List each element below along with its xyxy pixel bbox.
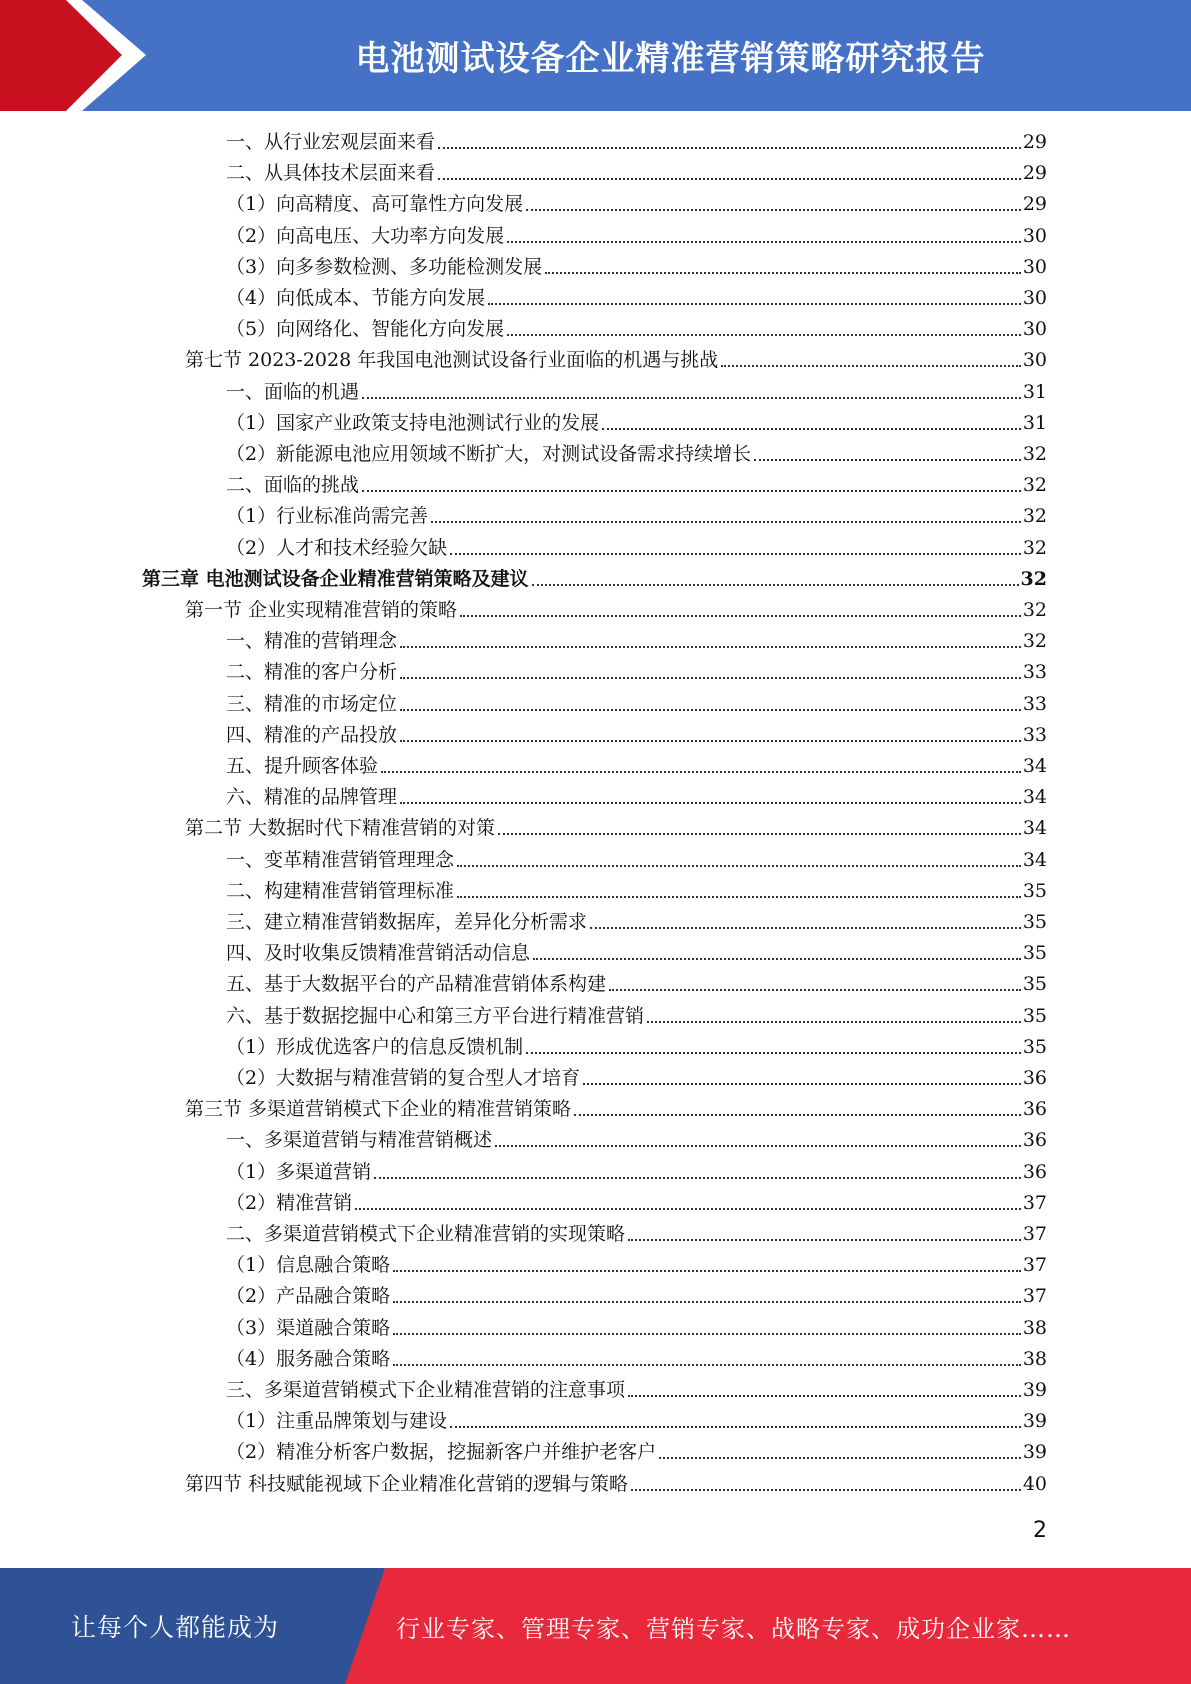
toc-entry-page: 39 <box>1022 1410 1047 1433</box>
toc-dot-leader <box>574 1114 1021 1116</box>
toc-dot-leader <box>488 303 1021 305</box>
toc-entry[interactable] <box>185 1094 1047 1125</box>
toc-entry-page: 29 <box>1022 162 1047 185</box>
toc-dot-leader <box>438 147 1021 149</box>
toc-entry-page: 32 <box>1022 630 1047 653</box>
toc-entry-page: 37 <box>1022 1191 1047 1214</box>
toc-entry-title: （4）向低成本、节能方向发展 <box>226 287 486 309</box>
toc-entry-title: 第一节 企业实现精准营销的策略 <box>185 599 458 621</box>
toc-dot-leader <box>393 1364 1021 1366</box>
toc-dot-leader <box>533 958 1021 960</box>
toc-entry-page: 32 <box>1022 505 1047 528</box>
toc-entry[interactable] <box>226 938 1047 969</box>
toc-entry[interactable] <box>226 689 1047 720</box>
toc-entry[interactable] <box>226 1125 1047 1156</box>
toc-entry-title: （1）向高精度、高可靠性方向发展 <box>226 193 524 216</box>
toc-entry-title: 一、面临的机遇 <box>226 380 360 403</box>
toc-dot-leader <box>362 490 1021 492</box>
toc-entry[interactable] <box>226 1001 1047 1032</box>
toc-entry[interactable] <box>226 158 1047 189</box>
toc-dot-leader <box>498 833 1021 835</box>
toc-entry[interactable] <box>226 1157 1047 1188</box>
toc-entry-title: 二、精准的客户分析 <box>226 661 398 684</box>
toc-entry-title: 第二节 大数据时代下精准营销的对策 <box>185 817 496 840</box>
toc-entry-page: 32 <box>1022 474 1047 497</box>
toc-dot-leader <box>754 459 1021 461</box>
toc-entry-page: 31 <box>1022 380 1047 403</box>
toc-dot-leader <box>438 178 1021 180</box>
toc-entry-page: 31 <box>1022 411 1047 434</box>
toc-entry-page: 38 <box>1022 1347 1047 1370</box>
toc-entry-page: 40 <box>1022 1472 1047 1495</box>
toc-entry-title: 三、建立精准营销数据库，差异化分析需求 <box>226 911 588 933</box>
toc-entry-page: 33 <box>1022 723 1047 746</box>
toc-dot-leader <box>400 740 1021 742</box>
toc-entry-title: （1）形成优选客户的信息反馈机制 <box>226 1035 524 1058</box>
toc-entry[interactable] <box>226 1281 1047 1312</box>
toc-entry[interactable] <box>185 1469 1047 1500</box>
toc-dot-leader <box>721 365 1021 367</box>
footer-slogan-left: 让每个人都能成为 <box>70 1613 279 1642</box>
toc-dot-leader <box>362 397 1021 399</box>
toc-dot-leader <box>393 1270 1021 1272</box>
footer-slogan-right: 行业专家、管理专家、营销专家、战略专家、成功企业家…… <box>396 1614 1071 1643</box>
toc-entry[interactable] <box>185 345 1047 376</box>
toc-entry-page: 30 <box>1022 349 1047 372</box>
toc-entry-page: 29 <box>1022 193 1047 216</box>
toc-entry[interactable] <box>226 377 1047 408</box>
toc-entry-title: 二、构建精准营销管理标准 <box>226 879 455 902</box>
toc-entry[interactable] <box>226 1188 1047 1219</box>
toc-entry-page: 35 <box>1022 879 1047 902</box>
toc-entry-page: 34 <box>1022 817 1047 840</box>
toc-entry-page: 35 <box>1022 1004 1047 1027</box>
toc-entry-page: 35 <box>1022 942 1047 965</box>
toc-dot-leader <box>526 1052 1021 1054</box>
toc-entry-page: 37 <box>1022 1254 1047 1277</box>
toc-dot-leader <box>647 1021 1021 1023</box>
toc-entry-title: 第四节 科技赋能视域下企业精准化营销的逻辑与策略 <box>185 1472 629 1495</box>
toc-entry[interactable] <box>226 907 1047 938</box>
toc-entry[interactable] <box>185 595 1047 626</box>
toc-entry-page: 32 <box>1022 536 1047 559</box>
toc-entry[interactable] <box>226 1437 1047 1468</box>
toc-entry-title: （4）服务融合策略 <box>226 1347 391 1370</box>
toc-dot-leader <box>393 1333 1021 1335</box>
toc-dot-leader <box>659 1457 1021 1459</box>
toc-entry-page: 39 <box>1022 1379 1047 1401</box>
toc-entry-title: 三、多渠道营销模式下企业精准营销的注意事项 <box>226 1379 626 1401</box>
toc-entry-title: （1）多渠道营销 <box>226 1160 372 1183</box>
toc-entry-title: 五、基于大数据平台的产品精准营销体系构建 <box>226 973 607 996</box>
toc-entry[interactable] <box>226 845 1047 876</box>
toc-dot-leader <box>609 989 1021 991</box>
toc-entry-page: 36 <box>1022 1067 1047 1089</box>
toc-entry-title: 六、基于数据挖掘中心和第三方平台进行精准营销 <box>226 1004 645 1027</box>
toc-entry-page: 36 <box>1022 1129 1047 1152</box>
toc-entry-page: 37 <box>1022 1285 1047 1308</box>
toc-dot-leader <box>628 1239 1021 1241</box>
toc-dot-leader <box>631 1489 1021 1491</box>
toc-entry-page: 29 <box>1022 131 1047 153</box>
toc-entry[interactable] <box>226 1063 1047 1094</box>
toc-entry-title: 五、提升顾客体验 <box>226 755 379 777</box>
toc-entry-title: 一、多渠道营销与精准营销概述 <box>226 1129 493 1152</box>
toc-entry-page: 38 <box>1022 1316 1047 1339</box>
toc-entry[interactable] <box>226 1032 1047 1063</box>
toc-entry-title: 二、从具体技术层面来看 <box>226 162 436 185</box>
toc-entry-title: 四、及时收集反馈精准营销活动信息 <box>226 942 531 965</box>
toc-dot-leader <box>495 1145 1021 1147</box>
toc-entry[interactable] <box>226 1313 1047 1344</box>
toc-dot-leader <box>583 1083 1021 1085</box>
toc-entry-page: 32 <box>1022 443 1047 465</box>
toc-entry-title: （1）行业标准尚需完善 <box>226 505 429 528</box>
toc-entry-title: 第三节 多渠道营销模式下企业的精准营销策略 <box>185 1098 572 1121</box>
toc-entry[interactable] <box>226 189 1047 220</box>
toc-dot-leader <box>457 896 1021 898</box>
toc-entry-title: 六、精准的品牌管理 <box>226 786 398 809</box>
toc-entry-title: 第七节 2023-2028 年我国电池测试设备行业面临的机遇与挑战 <box>185 349 719 372</box>
toc-dot-leader <box>532 584 1019 586</box>
toc-entry-page: 30 <box>1022 287 1047 309</box>
toc-entry-page: 33 <box>1022 661 1047 684</box>
toc-entry-page: 34 <box>1022 848 1047 871</box>
toc-entry[interactable] <box>185 813 1047 844</box>
page-number: 2 <box>1033 1518 1047 1543</box>
toc-entry[interactable] <box>226 283 1047 314</box>
toc-entry[interactable] <box>142 564 1047 595</box>
toc-entry-title: （5）向网络化、智能化方向发展 <box>226 318 505 341</box>
toc-entry-page: 34 <box>1022 786 1047 809</box>
toc-entry-page: 30 <box>1022 255 1047 278</box>
toc-entry-page: 34 <box>1022 755 1047 777</box>
toc-entry-title: （2）大数据与精准营销的复合型人才培育 <box>226 1067 581 1089</box>
toc-entry[interactable] <box>226 720 1047 751</box>
toc-dot-leader <box>590 927 1021 929</box>
report-title: 电池测试设备企业精准营销策略研究报告 <box>355 39 986 79</box>
toc-entry[interactable] <box>226 1375 1047 1406</box>
footer-banner <box>0 1568 1191 1684</box>
toc-entry-title: 三、精准的市场定位 <box>226 692 398 715</box>
toc-entry-title: 一、从行业宏观层面来看 <box>226 131 436 153</box>
toc-entry[interactable] <box>226 782 1047 813</box>
toc-dot-leader <box>393 1301 1021 1303</box>
toc-entry-page: 32 <box>1022 599 1047 621</box>
toc-entry-title: 四、精准的产品投放 <box>226 723 398 746</box>
toc-entry-page: 36 <box>1022 1098 1047 1121</box>
toc-entry[interactable] <box>226 221 1047 252</box>
toc-dot-leader <box>602 428 1021 430</box>
toc-dot-leader <box>355 1208 1021 1210</box>
toc-dot-leader <box>400 709 1021 711</box>
toc-entry-page: 39 <box>1022 1441 1047 1464</box>
toc-entry-title: （3）向多参数检测、多功能检测发展 <box>226 255 543 278</box>
toc-entry-title: （2）产品融合策略 <box>226 1285 391 1308</box>
toc-entry[interactable] <box>226 1219 1047 1250</box>
toc-entry-title: （1）国家产业政策支持电池测试行业的发展 <box>226 411 600 434</box>
toc-entry-title: （2）精准营销 <box>226 1191 353 1214</box>
toc-entry[interactable] <box>226 876 1047 907</box>
toc-entry-page: 33 <box>1022 692 1047 715</box>
toc-entry-page: 32 <box>1020 567 1047 590</box>
toc-dot-leader <box>400 802 1021 804</box>
toc-entry-title: （2）精准分析客户数据，挖掘新客户并维护老客户 <box>226 1441 657 1464</box>
toc-entry[interactable] <box>226 657 1047 688</box>
toc-entry[interactable] <box>226 1344 1047 1375</box>
toc-dot-leader <box>507 241 1021 243</box>
toc-entry[interactable] <box>226 314 1047 345</box>
toc-entry-title: （2）人才和技术经验欠缺 <box>226 536 448 559</box>
toc-dot-leader <box>507 334 1021 336</box>
toc-entry-title: 一、变革精准营销管理理念 <box>226 848 455 871</box>
toc-entry-title: （3）渠道融合策略 <box>226 1316 391 1339</box>
toc-entry-title: （1）注重品牌策划与建设 <box>226 1410 448 1433</box>
toc-entry-title: （2）向高电压、大功率方向发展 <box>226 224 505 247</box>
report-header <box>0 0 1191 111</box>
toc-entry-page: 35 <box>1022 973 1047 996</box>
toc-entry[interactable] <box>226 751 1047 782</box>
toc-entry[interactable] <box>226 470 1047 501</box>
toc-dot-leader <box>545 272 1021 274</box>
toc-entry[interactable] <box>226 127 1047 158</box>
toc-entry[interactable] <box>226 969 1047 1000</box>
toc-dot-leader <box>374 1177 1021 1179</box>
toc-entry-page: 35 <box>1022 911 1047 933</box>
toc-entry[interactable] <box>226 252 1047 283</box>
chevron-arrow-icon <box>0 0 160 111</box>
toc-entry-title: 二、面临的挑战 <box>226 474 360 497</box>
toc-entry-title: 二、多渠道营销模式下企业精准营销的实现策略 <box>226 1223 626 1245</box>
toc-entry-page: 37 <box>1022 1223 1047 1245</box>
toc-entry-title: （2）新能源电池应用领域不断扩大，对测试设备需求持续增长 <box>226 443 752 465</box>
toc-dot-leader <box>381 771 1021 773</box>
toc-entry[interactable] <box>226 1250 1047 1281</box>
toc-entry[interactable] <box>226 501 1047 532</box>
toc-dot-leader <box>457 865 1021 867</box>
toc-entry[interactable] <box>226 408 1047 439</box>
toc-dot-leader <box>628 1395 1021 1397</box>
toc-entry[interactable] <box>226 439 1047 470</box>
toc-dot-leader <box>431 521 1021 523</box>
toc-entry-page: 30 <box>1022 224 1047 247</box>
toc-dot-leader <box>450 1426 1021 1428</box>
toc-entry-title: 一、精准的营销理念 <box>226 630 398 653</box>
toc-entry-page: 35 <box>1022 1035 1047 1058</box>
toc-dot-leader <box>400 646 1021 648</box>
toc-entry-page: 36 <box>1022 1160 1047 1183</box>
toc-dot-leader <box>450 553 1021 555</box>
toc-dot-leader <box>526 209 1021 211</box>
toc-entry[interactable] <box>226 626 1047 657</box>
toc-dot-leader <box>400 677 1021 679</box>
toc-entry-page: 30 <box>1022 318 1047 341</box>
toc-entry-title: （1）信息融合策略 <box>226 1254 391 1277</box>
toc-entry[interactable] <box>226 533 1047 564</box>
toc-dot-leader <box>460 615 1021 617</box>
toc-entry-title: 第三章 电池测试设备企业精准营销策略及建议 <box>142 567 529 590</box>
toc-entry[interactable] <box>226 1406 1047 1437</box>
